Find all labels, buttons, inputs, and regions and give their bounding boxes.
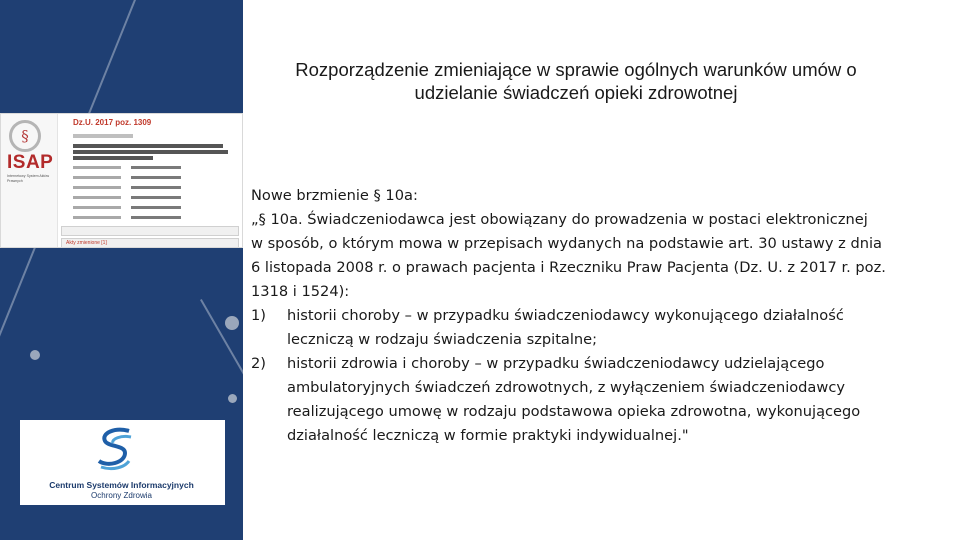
list-item: [251, 352, 960, 448]
decorative-dot: [30, 350, 40, 360]
list-item: [251, 304, 960, 352]
isap-description-line: [73, 144, 223, 148]
paragraph-sign-icon: §: [9, 120, 41, 152]
list-item-line: historii choroby – w przypadku świadczeniodawcy wykonującego działalność: [287, 307, 844, 324]
isap-section-box: [61, 238, 239, 248]
isap-field-row: [73, 186, 233, 192]
decorative-dot: [228, 394, 237, 403]
isap-description-line: [73, 156, 153, 160]
isap-tab-row: [73, 134, 133, 138]
isap-document-title: Dz.U. 2017 poz. 1309: [73, 118, 152, 127]
isap-field-row: [73, 216, 233, 222]
sidebar-panel: [0, 0, 243, 540]
isap-description-line: [73, 150, 228, 154]
list-item-line: leczniczą w rodzaju świadczenia szpitalne;: [287, 331, 598, 348]
list-item-line: ambulatoryjnych świadczeń zdrowotnych, z wyłączeniem świadczeniodawcy: [287, 379, 845, 396]
decorative-dot: [225, 316, 239, 330]
isap-subtitle: Internetowy System Aktów Prawnych: [7, 174, 50, 183]
isap-logo-text: ISAP: [7, 152, 54, 173]
org-name: Centrum Systemów Informacyjnych: [49, 480, 194, 490]
isap-field-row: [73, 196, 233, 202]
list-item-line: realizującego umowę w rodzaju podstawowa opieka zdrowotna, wykonującego: [287, 403, 861, 420]
isap-field-row: [73, 206, 233, 212]
org-subname: Ochrony Zdrowia: [91, 491, 152, 500]
slide-title: Rozporządzenie zmieniające w sprawie ogólnych warunków umów o udzielanie świadczeń opieki zdrowotnej: [295, 59, 857, 103]
body-line: „§ 10a. Świadczeniodawca jest obowiązany do prowadzenia w postaci elektronicznej: [251, 211, 868, 228]
csioz-logo-icon: [95, 425, 135, 473]
list-item-line: działalność leczniczą w formie praktyki indywidualnej.": [287, 427, 689, 444]
slide-body: [251, 184, 960, 448]
body-line: 1318 i 1524):: [251, 283, 350, 300]
isap-section-box: [61, 226, 239, 236]
isap-sidebar: [1, 114, 58, 247]
body-line: w sposób, o którym mowa w przepisach wydanych na podstawie art. 30 ustawy z dnia: [251, 235, 882, 252]
list-number: 2): [251, 355, 266, 372]
isap-screenshot: [0, 113, 243, 248]
isap-field-row: [73, 166, 233, 172]
body-intro: Nowe brzmienie § 10a:: [251, 187, 418, 204]
list-number: 1): [251, 307, 266, 324]
isap-field-row: [73, 176, 233, 182]
list-item-line: historii zdrowia i choroby – w przypadku świadczeniodawcy udzielającego: [287, 355, 825, 372]
body-line: 6 listopada 2008 r. o prawach pacjenta i Rzeczniku Praw Pacjenta (Dz. U. z 2017 r. poz.: [251, 259, 886, 276]
isap-section-label: Akty zmienione [1]: [66, 240, 107, 246]
